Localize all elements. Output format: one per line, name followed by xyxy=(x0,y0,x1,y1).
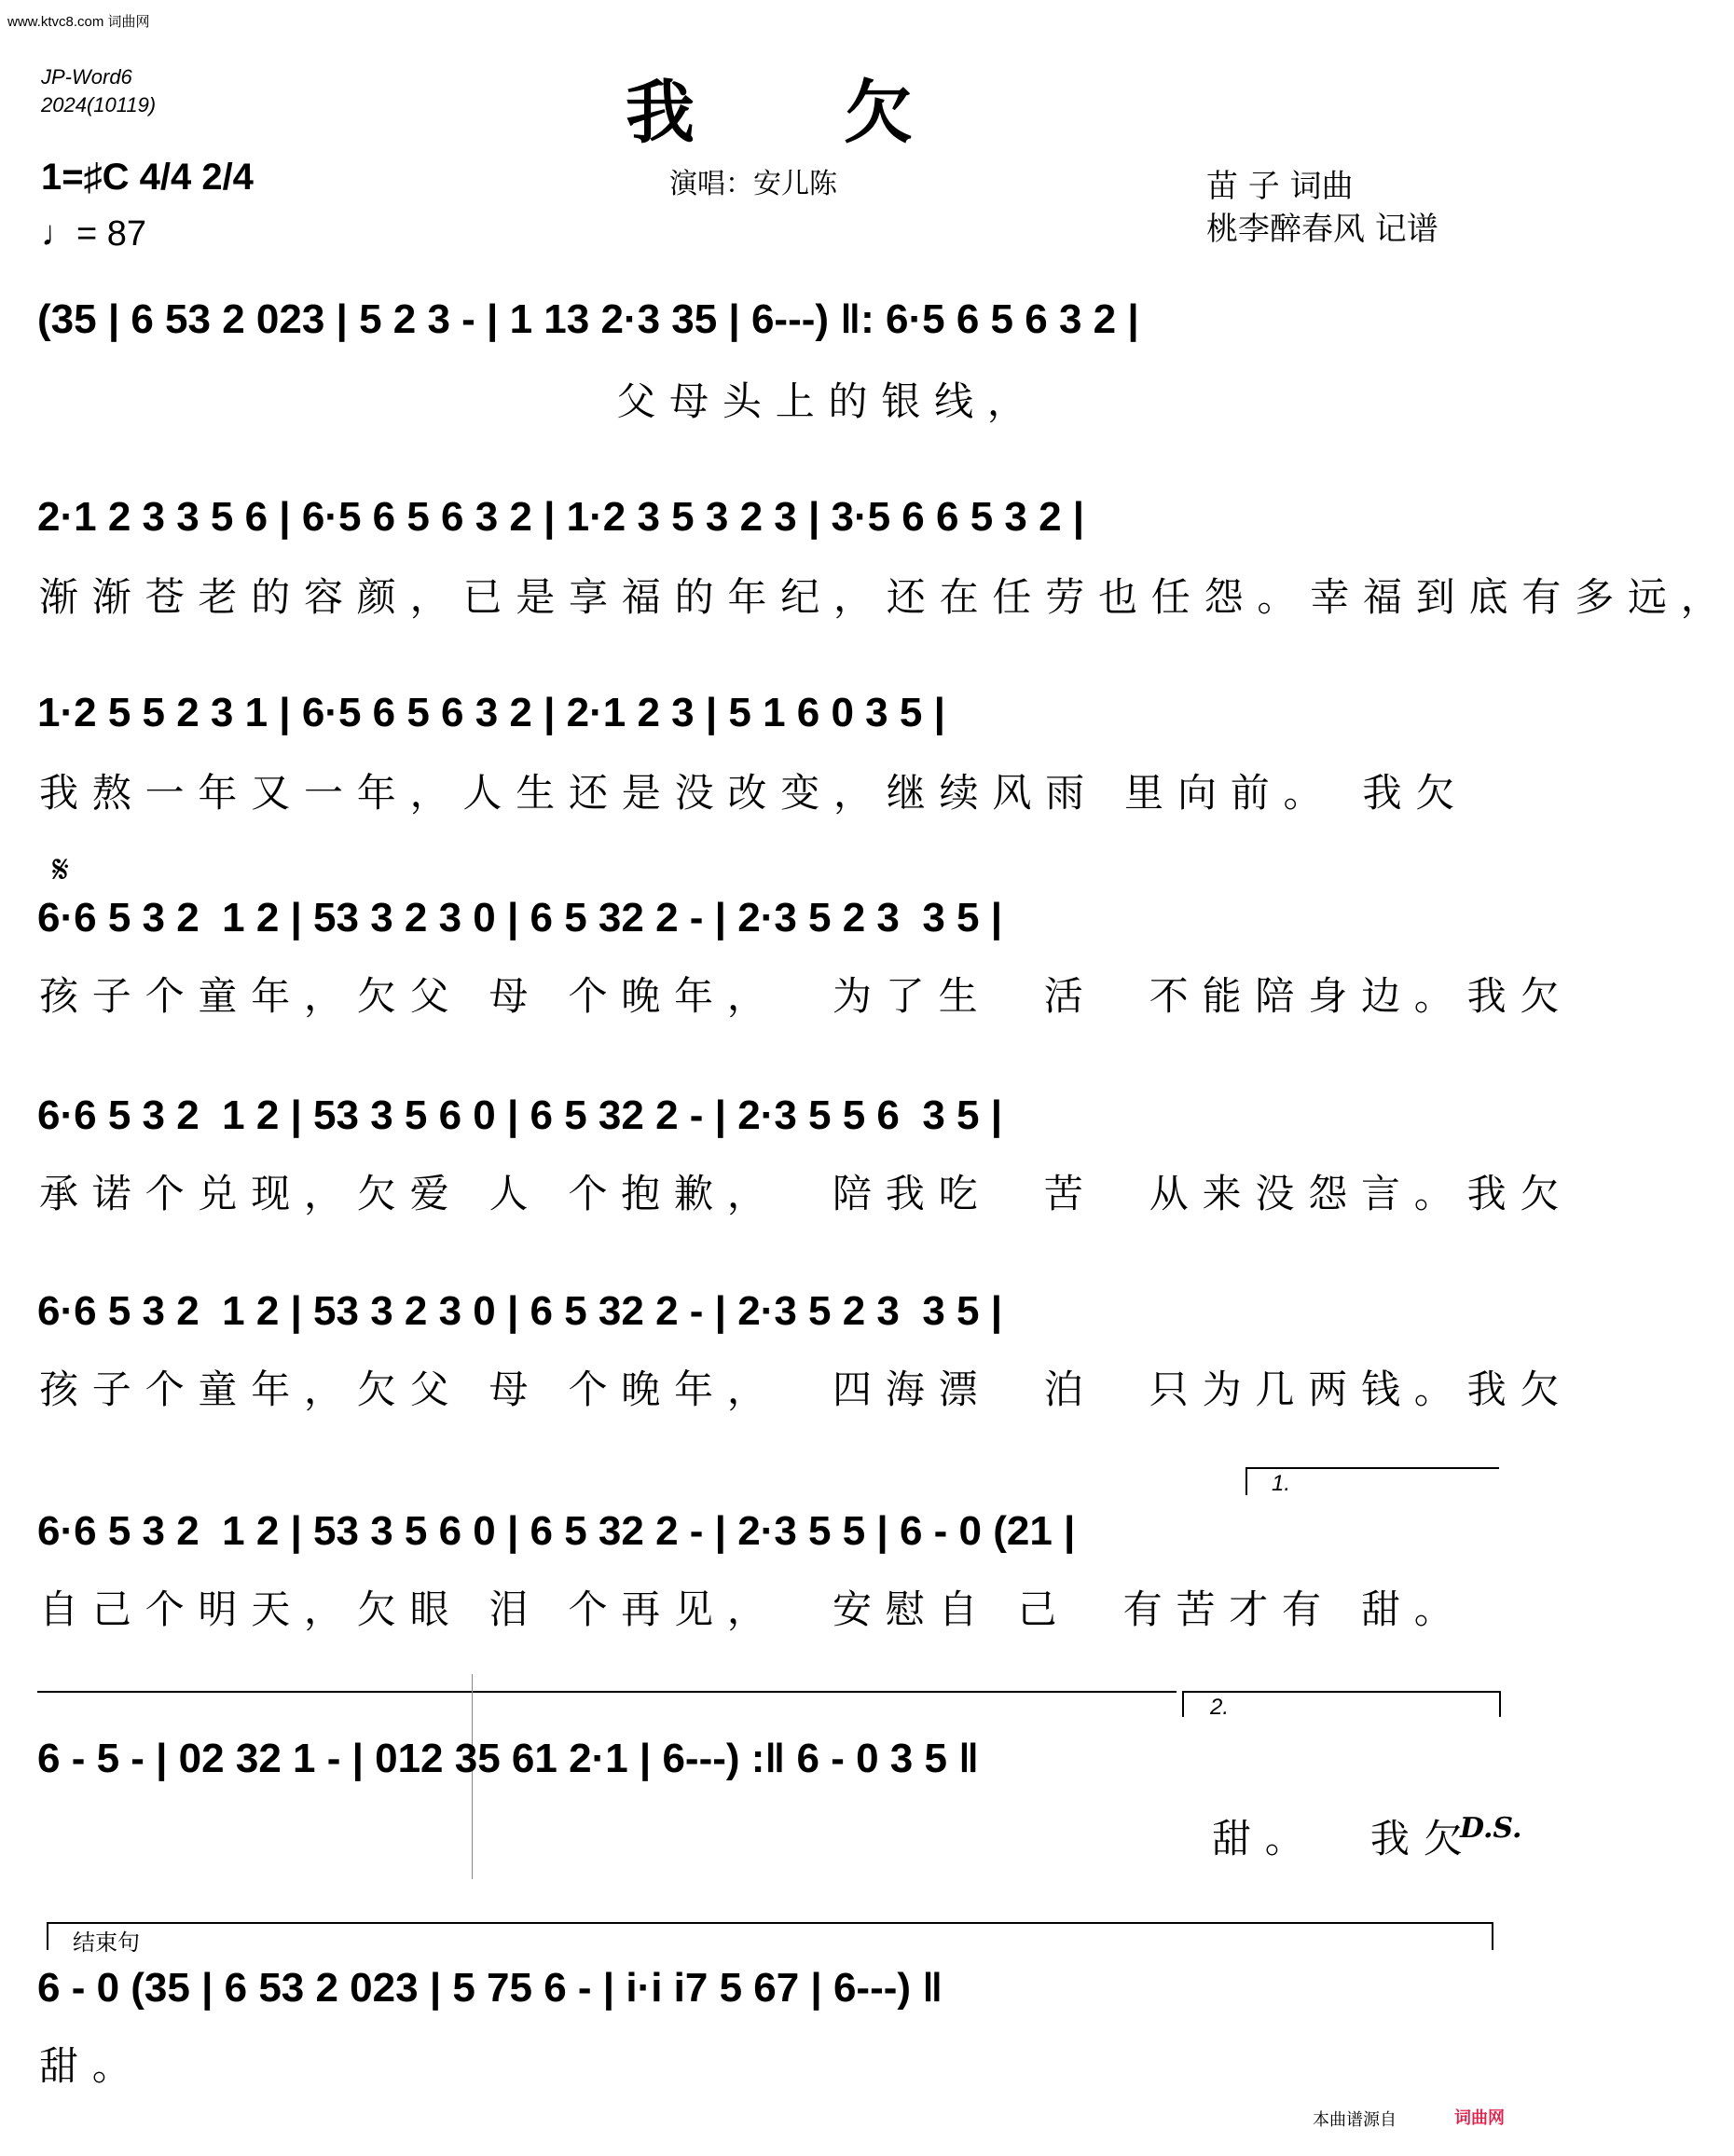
volta-1-label: 1. xyxy=(1272,1471,1291,1496)
segno-sign: 𝄋 xyxy=(52,846,70,892)
key-signature: 1=♯C 4/4 2/4 xyxy=(41,157,254,198)
volta-2-bracket xyxy=(1182,1691,1501,1717)
lyric-row-4: 孩子个童年，欠父 母 个晚年， 为了生 活 不能陪身边。我欠 xyxy=(39,973,1574,1019)
notation-row-3: 1·2 5 5 2 3 1 | 6·5 6 5 6 3 2 | 2·1 2 3 | 5 1 6 0 3 5 | xyxy=(37,690,945,735)
volta-1-continuation xyxy=(37,1691,1177,1693)
site-logo[interactable]: 词曲网 xyxy=(1454,2108,1505,2127)
lyric-row-2: 渐渐苍老的容颜，已是享福的年纪，还在任劳也任怨。幸福到底有多远， xyxy=(39,574,1734,620)
ds-marker: D.S. xyxy=(1460,1812,1522,1845)
song-title: 我欠 xyxy=(626,73,1062,153)
lyric-row-9: 甜。 xyxy=(39,2043,145,2089)
lyric-row-8: 甜。 我欠 xyxy=(1212,1816,1477,1861)
notation-row-7: 6·6 5 3 2 1 2 | 53 3 5 6 0 | 6 5 32 2 - | 2·3 5 5 | 6 - 0 (21 | xyxy=(37,1508,1076,1554)
edition-label: 2024(10119) xyxy=(41,93,157,117)
lyric-row-7: 自己个明天，欠眼 泪 个再见， 安慰自 己 有苦才有 甜。 xyxy=(39,1586,1467,1632)
notation-row-6: 6·6 5 3 2 1 2 | 53 3 2 3 0 | 6 5 32 2 - | 2·3 5 2 3 3 5 | xyxy=(37,1288,1003,1334)
notation-row-1: (35 | 6 53 2 023 | 5 2 3 - | 1 13 2·3 35 | 6---) ‖: 6·5 6 5 6 3 2 | xyxy=(37,296,1139,342)
notation-row-8: 6 - 5 - | 02 32 1 - | 012 35 61 2·1 | 6---) :‖ 6 - 0 3 5 ‖ xyxy=(37,1736,980,1781)
notation-row-9: 6 - 0 (35 | 6 53 2 023 | 5 75 6 - | i·i i7 5 67 | 6---) ‖ xyxy=(37,1965,943,2011)
lyric-row-5: 承诺个兑现，欠爱 人 个抱歉， 陪我吃 苦 从来没怨言。我欠 xyxy=(39,1171,1574,1216)
lyric-row-3: 我熬一年又一年，人生还是没改变，继续风雨 里向前。 我欠 xyxy=(39,770,1469,816)
lyric-row-6: 孩子个童年，欠父 母 个晚年， 四海漂 泊 只为几两钱。我欠 xyxy=(39,1366,1574,1412)
site-watermark: www.ktvc8.com 词曲网 xyxy=(7,14,150,30)
transcriber-credit: 桃李醉春风 记谱 xyxy=(1206,211,1438,248)
lyric-row-1: 父母头上的银线， xyxy=(39,378,1040,424)
notation-row-5: 6·6 5 3 2 1 2 | 53 3 5 6 0 | 6 5 32 2 - | 2·3 5 5 6 3 5 | xyxy=(37,1092,1003,1138)
performer-credit: 演唱：安儿陈 xyxy=(669,168,837,200)
notation-row-4: 6·6 5 3 2 1 2 | 53 3 2 3 0 | 6 5 32 2 - | 2·3 5 2 3 3 5 | xyxy=(37,895,1003,941)
software-label: JP-Word6 xyxy=(41,65,132,89)
source-note: 本曲谱源自 xyxy=(1313,2110,1397,2129)
lyricist-credit: 苗 子 词曲 xyxy=(1206,168,1354,205)
tempo-mark: ♩= 87 xyxy=(41,214,147,254)
ending-label: 结束句 xyxy=(73,1930,140,1956)
notation-row-2: 2·1 2 3 3 5 6 | 6·5 6 5 6 3 2 | 1·2 3 5 3 2 3 | 3·5 6 6 5 3 2 | xyxy=(37,494,1085,540)
ending-bracket xyxy=(47,1922,1493,1950)
volta-2-label: 2. xyxy=(1210,1695,1230,1720)
